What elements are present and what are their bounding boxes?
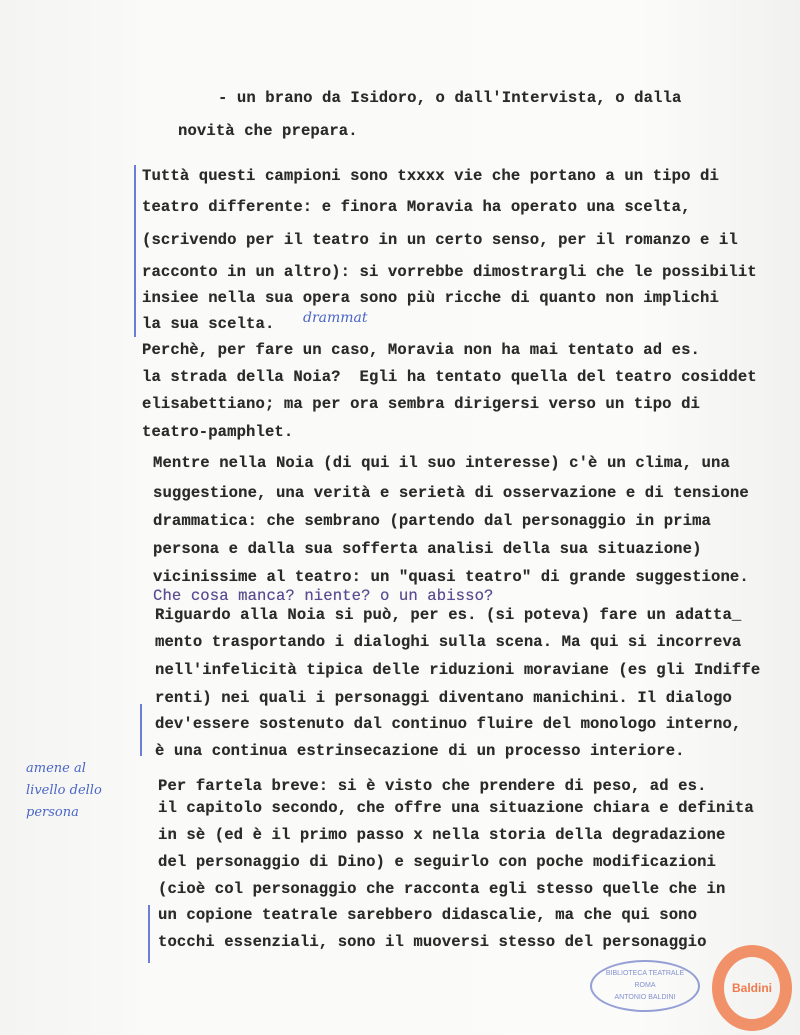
- text-line: vicinissime al teatro: un "quasi teatro" di grande suggestione.: [153, 568, 749, 586]
- text-line: nell'infelicità tipica delle riduzioni moraviane (es gli Indiffe: [155, 661, 761, 679]
- text-line: drammatica: che sembrano (partendo dal personaggio in prima: [153, 512, 712, 530]
- margin-bracket: [134, 165, 136, 337]
- text-line: racconto in un altro): si vorrebbe dimostrargli che le possibilit: [142, 263, 757, 281]
- text-line: teatro-pamphlet.: [142, 423, 294, 441]
- text-line: è una continua estrinsecazione di un processo interiore.: [155, 742, 685, 760]
- margin-bracket: [148, 905, 150, 963]
- text-line: la strada della Noia? Egli ha tentato quella del teatro cosiddet: [142, 368, 757, 386]
- text-line: Che cosa manca? niente? o un abisso?: [153, 587, 494, 605]
- text-line: novità che prepara.: [178, 122, 358, 140]
- text-line: Mentre nella Noia (di qui il suo interesse) c'è un clima, una: [153, 454, 730, 472]
- text-line: renti) nei quali i personaggi diventano manichini. Il dialogo: [155, 689, 732, 707]
- text-line: dev'essere sostenuto dal continuo fluire del monologo interno,: [155, 715, 742, 733]
- text-line: insiee nella sua opera sono più ricche di quanto non implichi: [142, 289, 719, 307]
- text-line: Per fartela breve: si è visto che prendere di peso, ad es.: [158, 777, 707, 795]
- text-line: (cioè col personaggio che racconta egli stesso quelle che in: [158, 880, 726, 898]
- baldini-logo-stamp: [712, 945, 792, 1031]
- library-stamp: BIBLIOTECA TEATRALE ROMA ANTONIO BALDINI: [590, 960, 700, 1012]
- handwritten-margin-note: amene al livello dello persona: [26, 761, 102, 820]
- text-line: suggestione, una verità e serietà di osservazione e di tensione: [153, 484, 749, 502]
- stamp-logo-text: Baldini: [731, 981, 772, 995]
- text-line: - un brano da Isidoro, o dall'Intervista, o dalla: [218, 89, 682, 107]
- margin-bracket: [140, 704, 142, 756]
- text-line: Perchè, per fare un caso, Moravia non ha mai tentato ad es.: [142, 341, 701, 359]
- text-line: la sua scelta.: [142, 315, 275, 333]
- text-line: elisabettiano; ma per ora sembra dirigersi verso un tipo di: [142, 395, 701, 413]
- handwritten-interlinear-note: drammat: [303, 310, 368, 326]
- text-line: del personaggio di Dino) e seguirlo con poche modificazioni: [158, 853, 717, 871]
- text-line: mento trasportando i dialoghi sulla scena. Ma qui si incorreva: [155, 633, 742, 651]
- text-line: un copione teatrale sarebbero didascalie, ma che qui sono: [158, 906, 698, 924]
- text-line: Riguardo alla Noia si può, per es. (si poteva) fare un adatta_: [155, 606, 742, 624]
- text-line: Tuttà questi campioni sono txxxx vie che portano a un tipo di: [142, 167, 719, 185]
- text-line: tocchi essenziali, sono il muoversi stesso del personaggio: [158, 933, 707, 951]
- text-line: persona e dalla sua sofferta analisi della sua situazione): [153, 540, 702, 558]
- text-line: il capitolo secondo, che offre una situazione chiara e definita: [158, 799, 754, 817]
- text-line: in sè (ed è il primo passo x nella storia della degradazione: [158, 826, 726, 844]
- text-line: teatro differente: e finora Moravia ha operato una scelta,: [142, 198, 691, 216]
- text-line: (scrivendo per il teatro in un certo senso, per il romanzo e il: [142, 231, 738, 249]
